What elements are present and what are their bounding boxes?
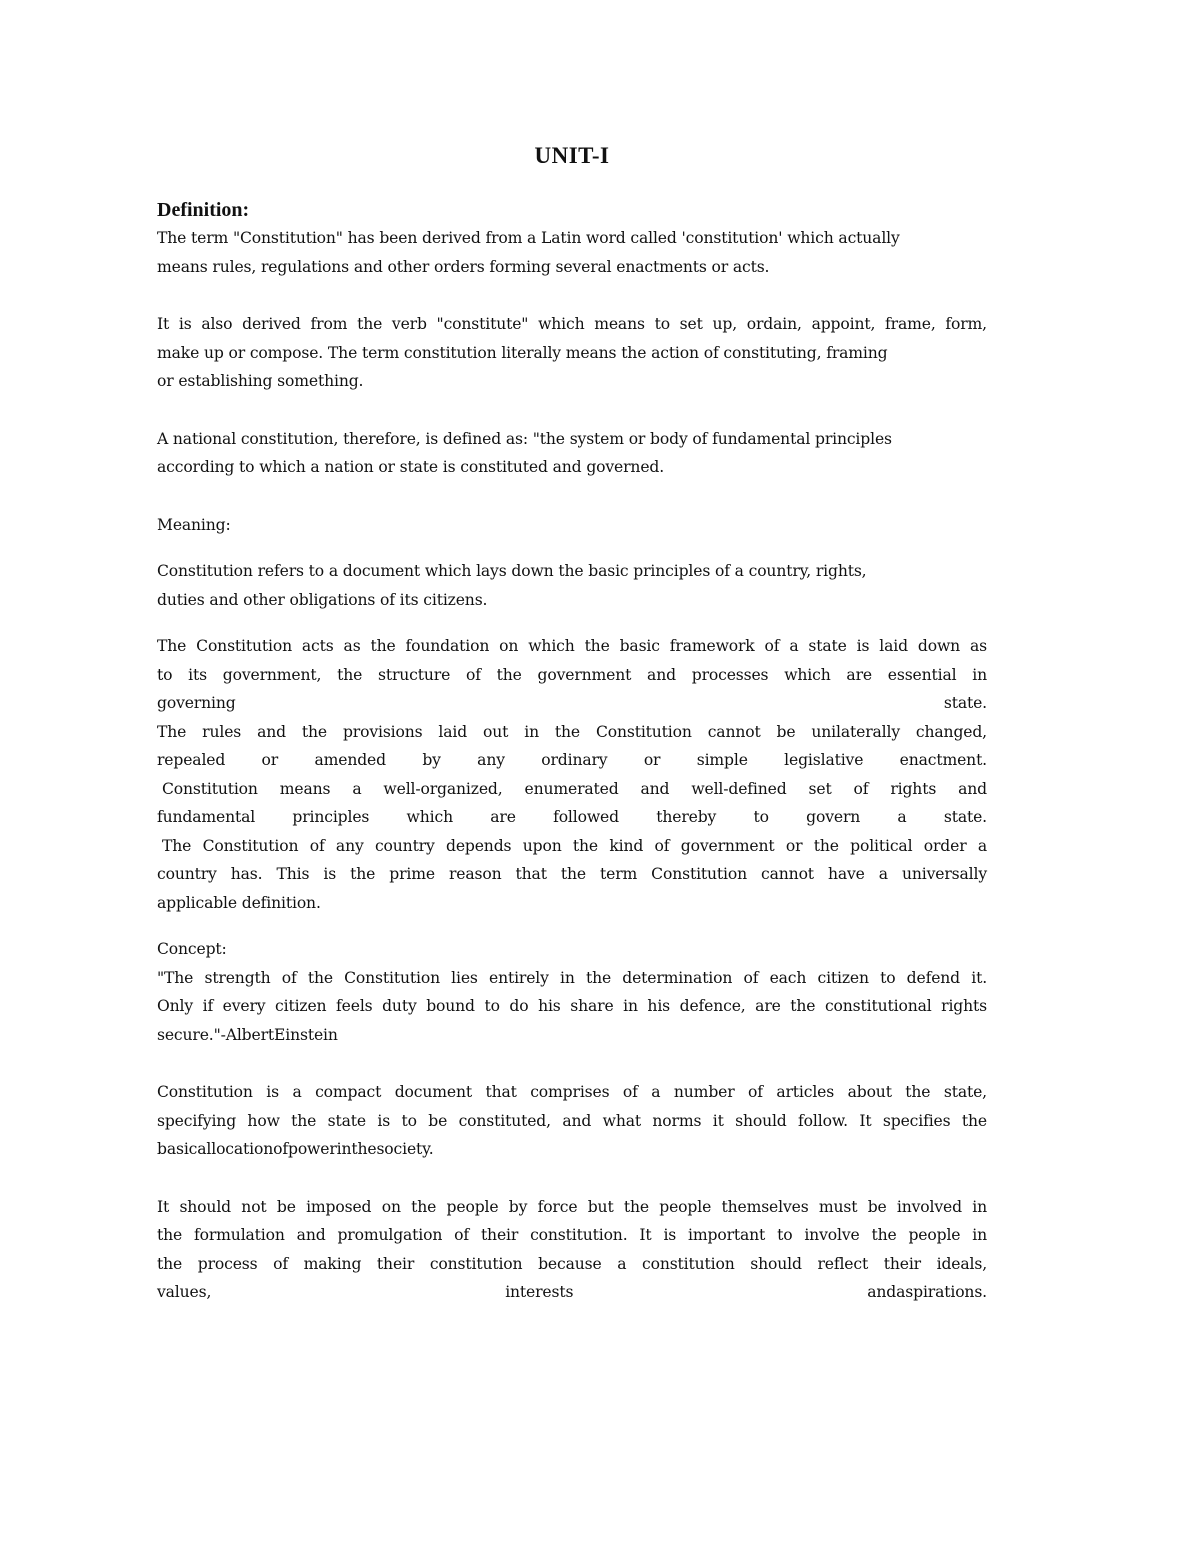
text-line: The Constitution of any country depends upon the kind of government or the political order a [162,836,987,855]
text-line: specifying how the state is to be constituted, and what norms it should follow. It specifies the [157,1111,987,1130]
text-line: The term "Constitution" has been derived from a Latin word called 'constitution' which actually [157,229,900,247]
concept-paragraph-2 [157,1078,987,1164]
text-line: The rules and the provisions laid out in the Constitution cannot be unilaterally changed, [157,722,987,741]
text-line: make up or compose. The term constitution literally means the action of constituting, framing [157,343,888,362]
page-title: UNIT-I [534,143,610,168]
concept-heading: Concept: [157,940,227,958]
text-line: duties and other obligations of its citizens. [157,590,488,609]
definition-paragraph-2 [157,310,987,396]
text-line: fundamental principles which are followed thereby to govern a state. [157,808,987,826]
text-line: The Constitution acts as the foundation on which the basic framework of a state is laid down as [157,637,987,655]
text-line: Only if every citizen feels duty bound to do his share in his defence, are the constitutional rights [157,997,987,1015]
text-line: Constitution refers to a document which lays down the basic principles of a country, rights, [157,562,867,580]
text-line: basicallocationofpowerinthesociety. [157,1140,434,1158]
text-line: country has. This is the prime reason that the term Constitution cannot have a universally [157,865,987,883]
text-line: the formulation and promulgation of their constitution. It is important to involve the people in [157,1226,987,1244]
text-line: It is also derived from the verb "constitute" which means to set up, ordain, appoint, frame, form, [157,315,987,333]
text-line: governing state. [157,694,987,712]
text-line: values, interests andaspirations. [157,1283,987,1301]
text-line: Constitution means a well-organized, enumerated and well-defined set of rights and [162,779,987,798]
text-line: A national constitution, therefore, is defined as: "the system or body of fundamental principles [157,429,892,448]
text-line: to its government, the structure of the government and processes which are essential in [157,665,987,684]
text-line: means rules, regulations and other orders forming several enactments or acts. [157,257,770,276]
text-line: according to which a nation or state is constituted and governed. [157,458,665,476]
text-line: repealed or amended by any ordinary or simple legislative enactment. [157,751,987,769]
text-line: or establishing something. [157,372,364,390]
text-line: applicable definition. [157,893,321,912]
text-line: It should not be imposed on the people by force but the people themselves must be involved in [157,1197,987,1216]
definition-heading: Definition: [157,199,250,221]
definition-paragraph-3 [157,425,987,482]
text-line: the process of making their constitution because a constitution should reflect their ideals, [157,1254,987,1273]
document-page [157,143,987,1307]
meaning-heading: Meaning: [157,515,231,534]
text-line: secure."-AlbertEinstein [157,1025,338,1044]
meaning-paragraph-2 [157,632,987,917]
meaning-paragraph-1 [157,557,987,614]
concept-paragraph-3 [157,1193,987,1307]
definition-paragraph-1 [157,224,987,281]
text-line: "The strength of the Constitution lies entirely in the determination of each citizen to defend it. [157,968,987,987]
text-line: Constitution is a compact document that comprises of a number of articles about the state, [157,1083,987,1101]
concept-paragraph-1 [157,964,987,1050]
